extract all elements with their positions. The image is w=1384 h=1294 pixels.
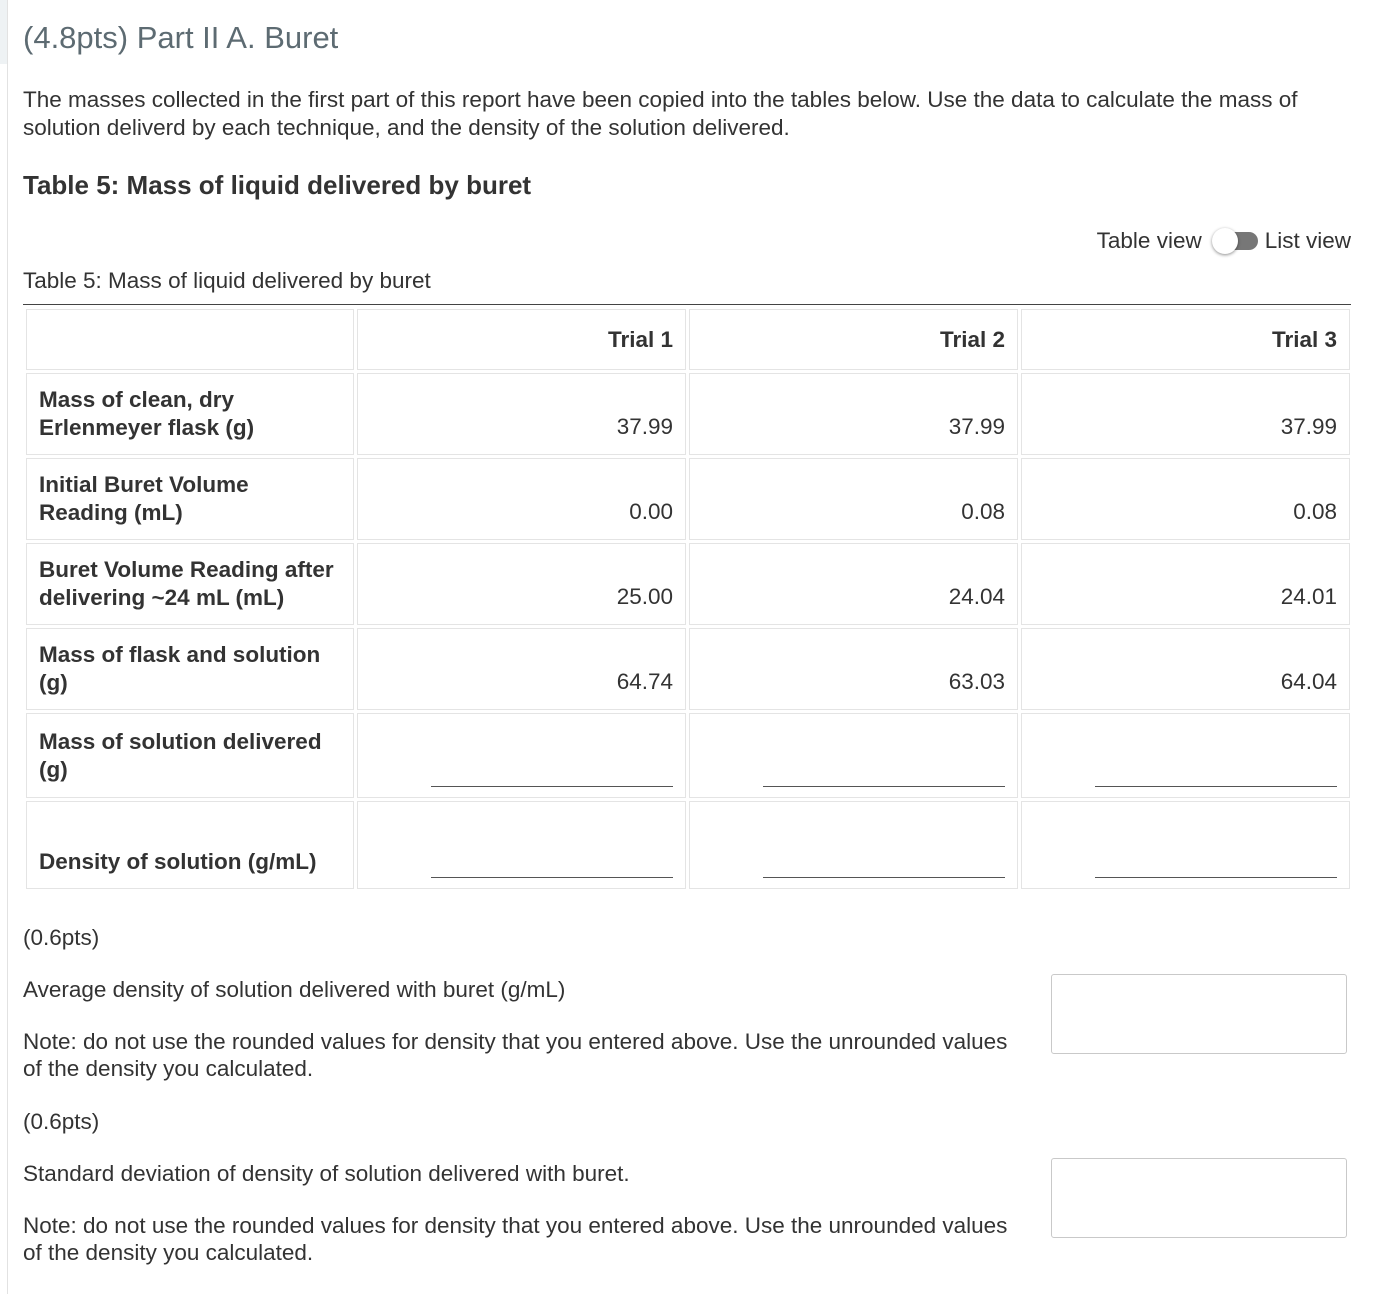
cell-value: 0.00 [357, 458, 686, 540]
row-label: Density of solution (g/mL) [26, 801, 354, 889]
row-label: Initial Buret Volume Reading (mL) [26, 458, 354, 540]
blank-answer-line [431, 877, 673, 878]
table-view-label[interactable]: Table view [1096, 228, 1202, 253]
left-gutter-rule [7, 0, 8, 1294]
question-prompt: Standard deviation of density of solution delivered with buret. [23, 1161, 630, 1186]
row-label: Mass of solution delivered (g) [26, 713, 354, 798]
section-heading: (4.8pts) Part II A. Buret [23, 20, 339, 55]
question-prompt: Average density of solution delivered with buret (g/mL) [23, 977, 566, 1002]
table-row [26, 543, 1350, 625]
density-input-trial-2[interactable] [689, 801, 1018, 889]
question-note: Note: do not use the rounded values for density that you entered above. Use the unrounded values of the density you calculated. [23, 1029, 1008, 1081]
question-points: (0.6pts) [23, 1109, 100, 1134]
section-intro: The masses collected in the first part of this report have been copied into the tables below. Use the data to calculate the mass of solution deliverd by each technique, and the density of the solution delivered. [23, 87, 1298, 140]
table-title: Table 5: Mass of liquid delivered by buret [23, 170, 532, 200]
table-row [26, 373, 1350, 455]
cell-value: 24.04 [689, 543, 1018, 625]
density-input-trial-1[interactable] [357, 801, 686, 889]
table-row [26, 458, 1350, 540]
cell-value: 64.74 [357, 628, 686, 710]
toggle-knob [1212, 228, 1238, 254]
table-row [26, 628, 1350, 710]
table-caption: Table 5: Mass of liquid delivered by buret [23, 268, 431, 293]
table-header-row [26, 309, 1350, 370]
table-row [26, 801, 1350, 889]
header-trial-3: Trial 3 [1021, 309, 1350, 370]
header-cell-empty [26, 309, 354, 370]
caption-divider [23, 304, 1351, 305]
cell-value: 63.03 [689, 628, 1018, 710]
row-label: Mass of clean, dry Erlenmeyer flask (g) [26, 373, 354, 455]
row-label: Buret Volume Reading after delivering ~24 mL (mL) [26, 543, 354, 625]
blank-answer-line [763, 877, 1005, 878]
view-toggle [1097, 228, 1351, 254]
mass-delivered-input-trial-1[interactable] [357, 713, 686, 798]
table-row [26, 713, 1350, 798]
row-label: Mass of flask and solution (g) [26, 628, 354, 710]
mass-delivered-input-trial-3[interactable] [1021, 713, 1350, 798]
cell-value: 37.99 [357, 373, 686, 455]
header-trial-2: Trial 2 [689, 309, 1018, 370]
cell-value: 0.08 [689, 458, 1018, 540]
blank-answer-line [1095, 786, 1337, 787]
blank-answer-line [763, 786, 1005, 787]
std-deviation-input[interactable] [1051, 1158, 1347, 1238]
header-trial-1: Trial 1 [357, 309, 686, 370]
view-toggle-switch[interactable] [1212, 228, 1258, 254]
data-table [23, 306, 1353, 892]
cell-value: 37.99 [1021, 373, 1350, 455]
density-input-trial-3[interactable] [1021, 801, 1350, 889]
mass-delivered-input-trial-2[interactable] [689, 713, 1018, 798]
cell-value: 0.08 [1021, 458, 1350, 540]
blank-answer-line [431, 786, 673, 787]
blank-answer-line [1095, 877, 1337, 878]
list-view-label[interactable]: List view [1264, 228, 1351, 253]
cell-value: 64.04 [1021, 628, 1350, 710]
cell-value: 24.01 [1021, 543, 1350, 625]
average-density-input[interactable] [1051, 974, 1347, 1054]
cell-value: 25.00 [357, 543, 686, 625]
question-points: (0.6pts) [23, 925, 100, 950]
question-note: Note: do not use the rounded values for density that you entered above. Use the unrounded values of the density you calculated. [23, 1213, 1008, 1265]
cell-value: 37.99 [689, 373, 1018, 455]
